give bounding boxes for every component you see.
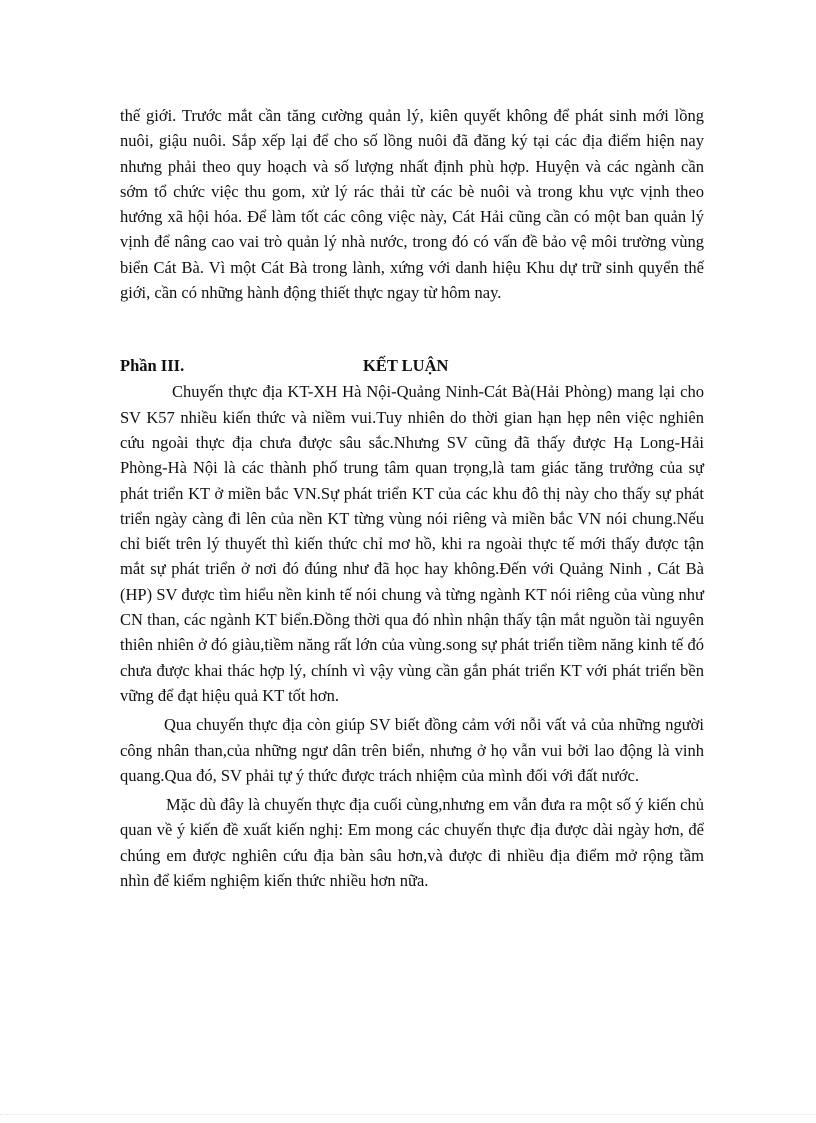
intro-paragraph: thế giới. Trước mắt cần tăng cường quản lý, kiên quyết không để phát sinh mới lồng nuôi, giậu nuôi. Sắp xếp lại để cho số lồng nuôi đã đăng ký tại các địa điểm hiện nay nhưng phải theo quy hoạch và số lượng nhất định phù hợp. Huyện và các ngành cần sớm tổ chức việc thu gom, xử lý rác thải từ các bè nuôi và trong khu vực vịnh theo hướng xã hội hóa. Để làm tốt các công việc này, Cát Hải cũng cần có một ban quản lý vịnh để nâng cao vai trò quản lý nhà nước, trong đó có vấn đề bảo vệ môi trường vùng biển Cát Bà. Vì một Cát Bà trong lành, xứng với danh hiệu Khu dự trữ sinh quyển thế giới, cần có những hành động thiết thực ngay từ hôm nay. [120, 106, 704, 303]
page-bottom-border [0, 1114, 816, 1115]
document-body [120, 103, 704, 893]
conclusion-paragraph-3: Mặc dù đây là chuyến thực địa cuối cùng,nhưng em vẫn đưa ra một số ý kiến chủ quan về ý kiến đề xuất kiến nghị: Em mong các chuyến thực địa được dài ngày hơn, để chúng em được nghiên cứu địa bàn sâu hơn,và được đi nhiều địa điểm mở rộng tầm nhìn để kiểm nghiệm kiến thức nhiều hơn nữa. [120, 795, 704, 891]
conclusion-paragraph-2: Qua chuyến thực địa còn giúp SV biết đồng cảm với nỗi vất vả của những người công nhân than,của những ngư dân trên biển, nhưng ở họ vẫn vui bởi lao động là vinh quang.Qua đó, SV phải tự ý thức được trách nhiệm của mình đối với đất nước. [120, 715, 704, 785]
conclusion-paragraph-1: Chuyến thực địa KT-XH Hà Nội-Quảng Ninh-Cát Bà(Hải Phòng) mang lại cho SV K57 nhiều kiến thức và niềm vui.Tuy nhiên do thời gian hạn hẹp nên việc nghiên cứu ngoài thực địa chưa được sâu sắc.Nhưng SV cũng đã thấy được Hạ Long-Hải Phòng-Hà Nội là các thành phố trung tâm quan trọng,là tam giác tăng trưởng của sự phát triển KT ở miền bắc VN.Sự phát triển KT của các khu đô thị này cho thấy sự phát triển ngày càng đi lên của nền KT từng vùng nói riêng và miền bắc VN nói chung.Nếu chỉ biết trên lý thuyết thì kiến thức chỉ mơ hồ, khi ra ngoài thực tế mới thấy được tận mắt sự phát triển ở nơi đó đúng như đã học hay không.Đến với Quảng Ninh , Cát Bà (HP) SV được tìm hiểu nền kinh tế nói chung và từng ngành KT nói riêng của vùng như CN than, các ngành KT biển.Đồng thời qua đó nhìn nhận thấy tận mắt nguồn tài nguyên thiên nhiên ở đó giàu,tiềm năng rất lớn của vùng.song sự phát triển tiềm năng kinh tế đó chưa được khai thác hợp lý, chính vì vậy vùng cần gắn phát triển KT với phát triển bền vững để đạt hiệu quả KT tốt hơn. [120, 382, 704, 705]
section-heading [120, 353, 704, 379]
section-part-label: Phần III. [120, 356, 185, 376]
section-title: KẾT LUẬN [363, 356, 449, 376]
